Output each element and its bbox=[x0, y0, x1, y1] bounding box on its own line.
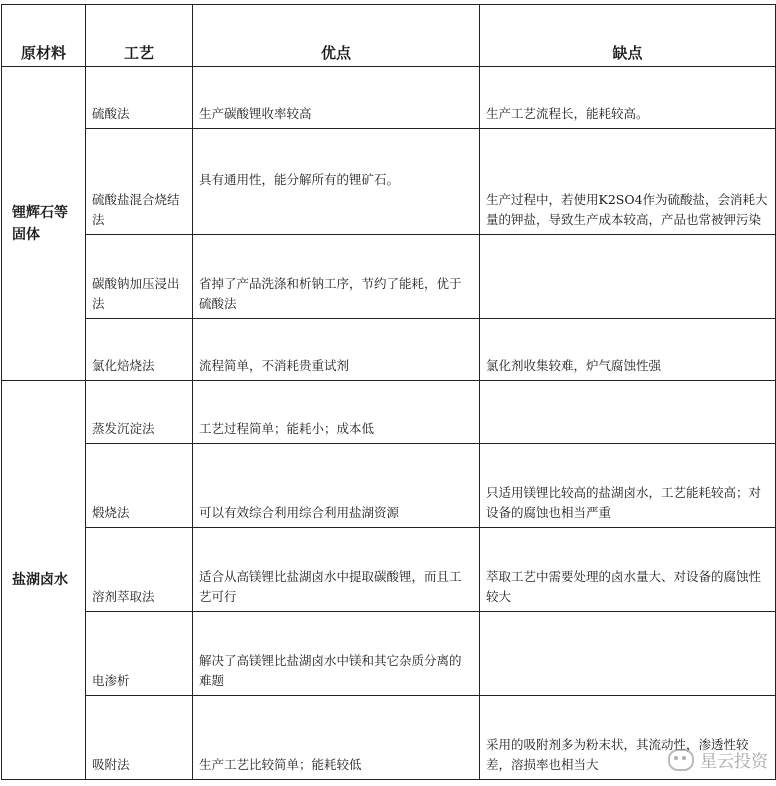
material-cell: 锂辉石等固体 bbox=[2, 67, 86, 381]
comparison-table bbox=[1, 4, 776, 780]
advantage-cell: 流程简单，不消耗贵重试剂 bbox=[193, 319, 480, 381]
advantage-cell: 省掉了产品洗涤和析钠工序，节约了能耗，优于硫酸法 bbox=[193, 235, 480, 319]
process-cell: 碳酸钠加压浸出法 bbox=[86, 235, 193, 319]
wechat-icon bbox=[668, 749, 694, 771]
disadvantage-cell: 只适用镁锂比较高的盐湖卤水，工艺能耗较高；对设备的腐蚀也相当严重 bbox=[480, 444, 776, 528]
header-process: 工艺 bbox=[86, 5, 193, 67]
disadvantage-cell bbox=[480, 612, 776, 696]
header-disadvantage: 缺点 bbox=[480, 5, 776, 67]
advantage-cell: 可以有效综合利用综合利用盐湖资源 bbox=[193, 444, 480, 528]
advantage-cell: 具有通用性，能分解所有的锂矿石。 bbox=[193, 129, 480, 235]
disadvantage-cell: 采用的吸附剂多为粉末状，其流动性，渗透性较差，溶损率也相当大 bbox=[480, 696, 776, 780]
process-cell: 氯化焙烧法 bbox=[86, 319, 193, 381]
table-row bbox=[2, 319, 776, 381]
process-cell: 煅烧法 bbox=[86, 444, 193, 528]
disadvantage-cell: 萃取工艺中需要处理的卤水量大、对设备的腐蚀性较大 bbox=[480, 528, 776, 612]
process-cell: 溶剂萃取法 bbox=[86, 528, 193, 612]
disadvantage-cell bbox=[480, 235, 776, 319]
table-row bbox=[2, 696, 776, 780]
table-row bbox=[2, 528, 776, 612]
process-cell: 硫酸盐混合烧结法 bbox=[86, 129, 193, 235]
table-row bbox=[2, 444, 776, 528]
watermark bbox=[668, 747, 768, 772]
table-row bbox=[2, 612, 776, 696]
advantage-cell: 解决了高镁锂比盐湖卤水中镁和其它杂质分离的难题 bbox=[193, 612, 480, 696]
disadvantage-cell: 氯化剂收集较难，炉气腐蚀性强 bbox=[480, 319, 776, 381]
watermark-text: 星云投资 bbox=[700, 752, 768, 772]
disadvantage-cell bbox=[480, 381, 776, 444]
advantage-cell: 工艺过程简单；能耗小；成本低 bbox=[193, 381, 480, 444]
process-cell: 吸附法 bbox=[86, 696, 193, 780]
process-cell: 电渗析 bbox=[86, 612, 193, 696]
advantage-cell: 适合从高镁锂比盐湖卤水中提取碳酸锂，而且工艺可行 bbox=[193, 528, 480, 612]
disadvantage-cell: 生产工艺流程长，能耗较高。 bbox=[480, 67, 776, 129]
advantage-cell: 生产工艺比较简单；能耗较低 bbox=[193, 696, 480, 780]
header-row bbox=[2, 5, 776, 67]
disadvantage-cell: 生产过程中，若使用K2SO4作为硫酸盐，会消耗大量的钾盐，导致生产成本较高，产品也常被钾污染 bbox=[480, 129, 776, 235]
header-material: 原材料 bbox=[2, 5, 86, 67]
table-row bbox=[2, 381, 776, 444]
process-cell: 蒸发沉淀法 bbox=[86, 381, 193, 444]
table-row bbox=[2, 67, 776, 129]
table-row bbox=[2, 235, 776, 319]
table-row bbox=[2, 129, 776, 235]
header-advantage: 优点 bbox=[193, 5, 480, 67]
advantage-cell: 生产碳酸锂收率较高 bbox=[193, 67, 480, 129]
process-cell: 硫酸法 bbox=[86, 67, 193, 129]
material-cell: 盐湖卤水 bbox=[2, 381, 86, 780]
